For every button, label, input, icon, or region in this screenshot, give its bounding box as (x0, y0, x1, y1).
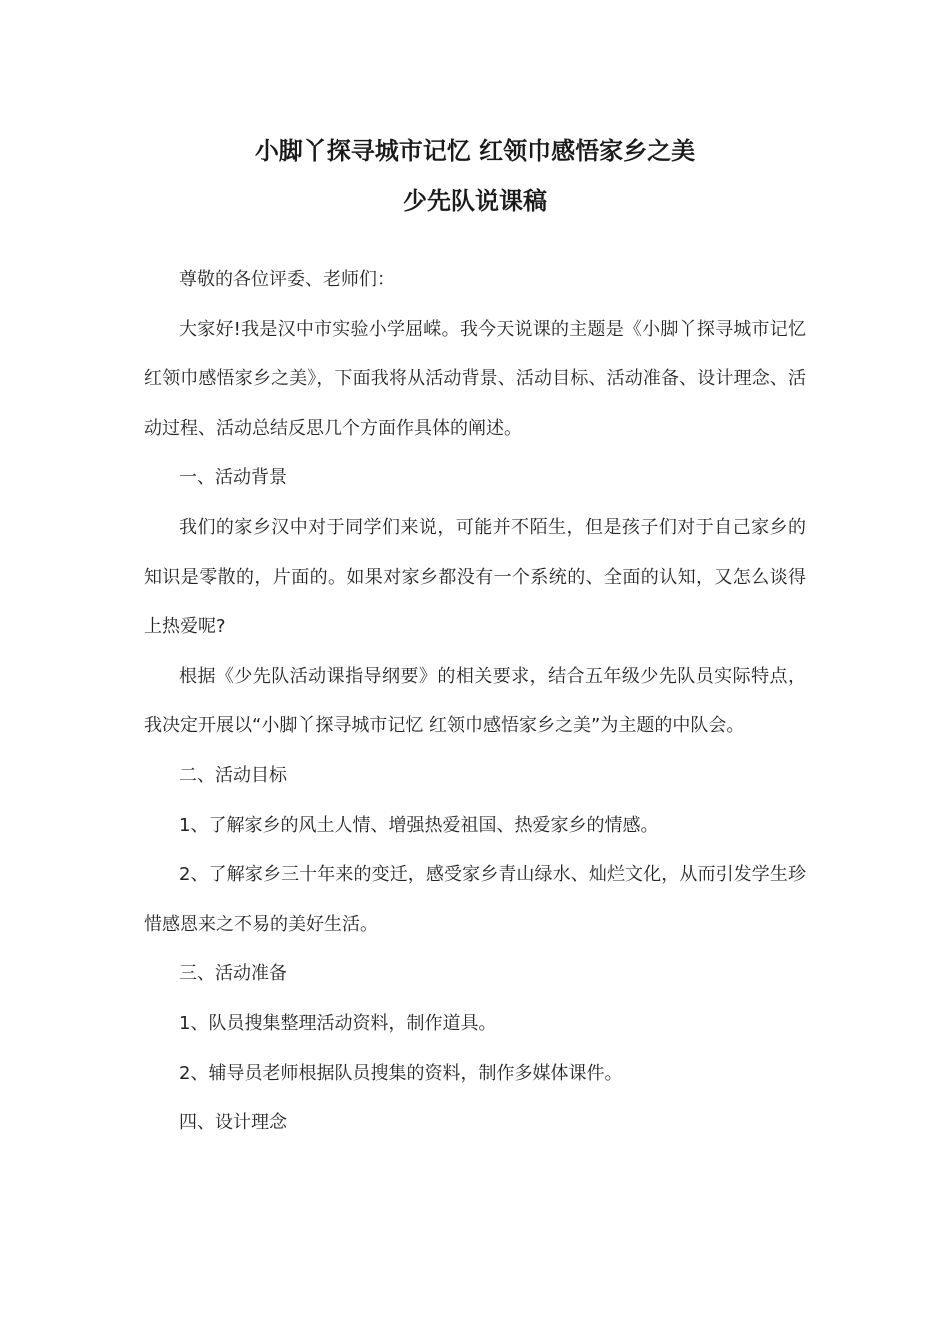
section-heading: 一、活动背景 (179, 467, 287, 489)
document-title: 小脚丫探寻城市记忆 红领巾感悟家乡之美 (254, 137, 696, 165)
section-heading: 三、活动准备 (179, 963, 287, 985)
list-item: 1、了解家乡的风土人情、增强热爱祖国、热爱家乡的情感。 (179, 814, 659, 836)
salutation: 尊敬的各位评委、老师们： (179, 269, 395, 290)
list-item: 2、了解家乡三十年来的变迁，感受家乡青山绿水、灿烂文化，从而引发学生珍惜感恩来之不易的美好生活。 (144, 864, 806, 935)
body-paragraph: 我们的家乡汉中对于同学们来说，可能并不陌生，但是孩子们对于自己家乡的知识是零散的，片面的。如果对家乡都没有一个系统的、全面的认知，又怎么谈得上热爱呢? (144, 516, 806, 638)
body-paragraph: 根据《少先队活动课指导纲要》的相关要求，结合五年级少先队员实际特点，我决定开展以“小脚丫探寻城市记忆 红领巾感悟家乡之美”为主题的中队会。 (144, 665, 806, 737)
document-body (144, 255, 806, 1148)
document-subtitle: 少先队说课稿 (403, 187, 547, 215)
section-heading: 二、活动目标 (179, 764, 287, 786)
section-heading: 四、设计理念 (179, 1112, 287, 1134)
body-paragraph: 大家好!我是汉中市实验小学屈嵘。我今天说课的主题是《小脚丫探寻城市记忆 红领巾感悟家乡之美》，下面我将从活动背景、活动目标、活动准备、设计理念、活动过程、活动总结反思几个方面作具体的阐述。 (144, 318, 806, 439)
list-item: 2、辅导员老师根据队员搜集的资料，制作多媒体课件。 (179, 1062, 623, 1084)
list-item: 1、队员搜集整理活动资料，制作道具。 (179, 1012, 497, 1034)
